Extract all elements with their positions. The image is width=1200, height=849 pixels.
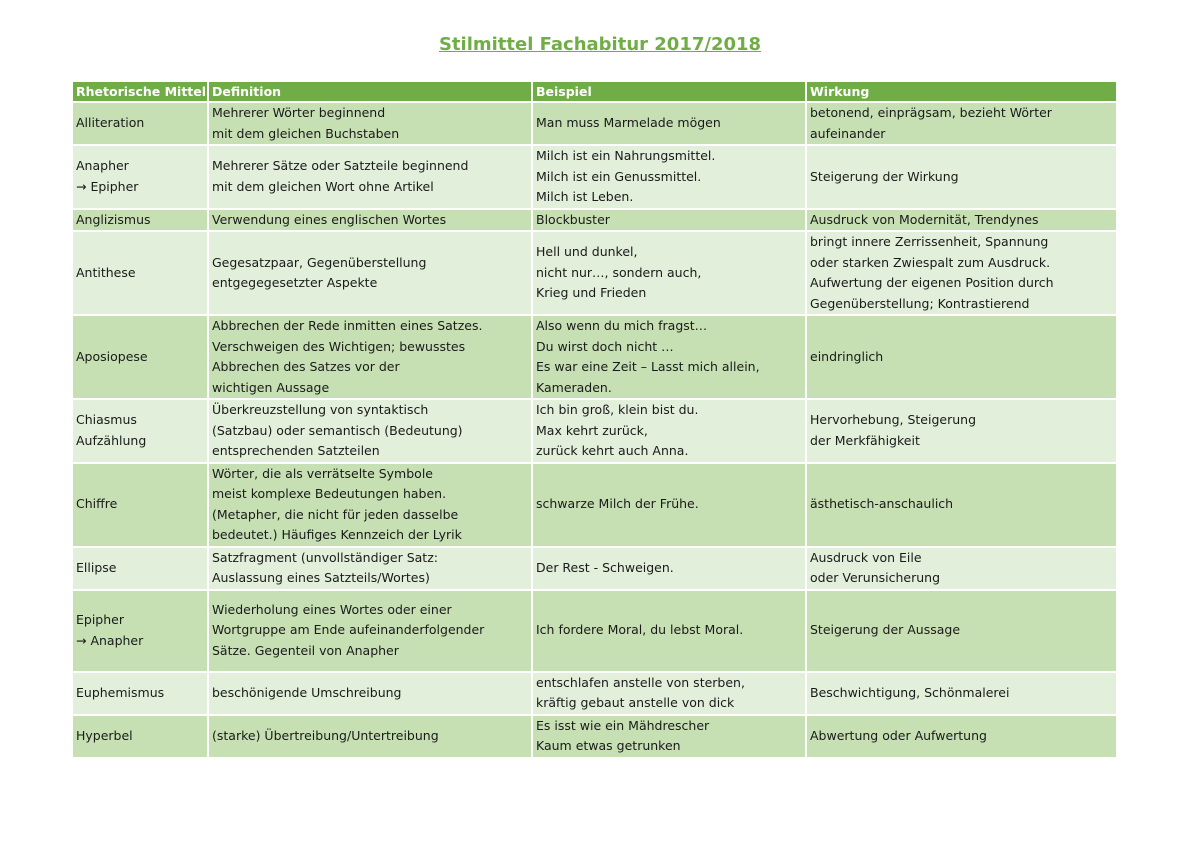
cell-mittel: Anglizismus (73, 209, 208, 232)
cell-mittel: Chiffre (73, 463, 208, 547)
cell-definition: Wörter, die als verrätselte Symbole meist komplexe Bedeutungen haben. (Metapher, die nicht für jeden dasselbe bedeutet.) Häufiges Kennzeich der Lyrik (208, 463, 532, 547)
table-row (73, 672, 1117, 715)
column-header-beispiel: Beispiel (532, 82, 806, 102)
cell-definition: beschönigende Umschreibung (208, 672, 532, 715)
cell-mittel: Chiasmus Aufzählung (73, 399, 208, 463)
cell-wirkung: bringt innere Zerrissenheit, Spannung oder starken Zwiespalt zum Ausdruck. Aufwertung der eigenen Position durch Gegenüberstellung; Kontrastierend (806, 231, 1117, 315)
cell-definition: Überkreuzstellung von syntaktisch (Satzbau) oder semantisch (Bedeutung) entsprechenden Satzteilen (208, 399, 532, 463)
cell-beispiel: Ich bin groß, klein bist du. Max kehrt zurück, zurück kehrt auch Anna. (532, 399, 806, 463)
cell-definition: Abbrechen der Rede inmitten eines Satzes. Verschweigen des Wichtigen; bewusstes Abbrechen des Satzes vor der wichtigen Aussage (208, 315, 532, 399)
cell-wirkung: Ausdruck von Eile oder Verunsicherung (806, 547, 1117, 590)
cell-wirkung: Steigerung der Wirkung (806, 145, 1117, 209)
cell-mittel: Ellipse (73, 547, 208, 590)
table-row (73, 463, 1117, 547)
cell-wirkung: ästhetisch-anschaulich (806, 463, 1117, 547)
page-title: Stilmittel Fachabitur 2017/2018 (438, 34, 762, 55)
table-row (73, 102, 1117, 145)
cell-wirkung: Hervorhebung, Steigerung der Merkfähigkeit (806, 399, 1117, 463)
column-header-wirkung: Wirkung (806, 82, 1117, 102)
cell-wirkung: eindringlich (806, 315, 1117, 399)
cell-mittel: Hyperbel (73, 715, 208, 757)
stilmittel-table (73, 82, 1118, 757)
cell-beispiel: Blockbuster (532, 209, 806, 232)
table-row (73, 547, 1117, 590)
cell-mittel: Aposiopese (73, 315, 208, 399)
cell-wirkung: Steigerung der Aussage (806, 590, 1117, 672)
table-row (73, 715, 1117, 757)
table-header-row (73, 82, 1117, 102)
table-row (73, 209, 1117, 232)
cell-beispiel: entschlafen anstelle von sterben, kräftig gebaut anstelle von dick (532, 672, 806, 715)
cell-definition: Mehrerer Wörter beginnend mit dem gleichen Buchstaben (208, 102, 532, 145)
cell-definition: (starke) Übertreibung/Untertreibung (208, 715, 532, 757)
table-row (73, 315, 1117, 399)
column-header-mittel: Rhetorische Mittel (73, 82, 208, 102)
cell-beispiel: Ich fordere Moral, du lebst Moral. (532, 590, 806, 672)
cell-mittel: Anapher → Epipher (73, 145, 208, 209)
cell-wirkung: Ausdruck von Modernität, Trendynes (806, 209, 1117, 232)
cell-definition: Verwendung eines englischen Wortes (208, 209, 532, 232)
cell-beispiel: Hell und dunkel, nicht nur…, sondern auch, Krieg und Frieden (532, 231, 806, 315)
cell-beispiel: Milch ist ein Nahrungsmittel. Milch ist ein Genussmittel. Milch ist Leben. (532, 145, 806, 209)
cell-mittel: Epipher → Anapher (73, 590, 208, 672)
cell-definition: Mehrerer Sätze oder Satzteile beginnend mit dem gleichen Wort ohne Artikel (208, 145, 532, 209)
cell-wirkung: Abwertung oder Aufwertung (806, 715, 1117, 757)
table-row (73, 231, 1117, 315)
cell-mittel: Alliteration (73, 102, 208, 145)
table-row (73, 145, 1117, 209)
cell-mittel: Euphemismus (73, 672, 208, 715)
cell-beispiel: Also wenn du mich fragst… Du wirst doch nicht … Es war eine Zeit – Lasst mich allein, Kameraden. (532, 315, 806, 399)
cell-definition: Wiederholung eines Wortes oder einer Wortgruppe am Ende aufeinanderfolgender Sätze. Gegenteil von Anapher (208, 590, 532, 672)
cell-definition: Gegesatzpaar, Gegenüberstellung entgegegesetzter Aspekte (208, 231, 532, 315)
cell-mittel: Antithese (73, 231, 208, 315)
cell-definition: Satzfragment (unvollständiger Satz: Auslassung eines Satzteils/Wortes) (208, 547, 532, 590)
cell-wirkung: betonend, einprägsam, bezieht Wörter aufeinander (806, 102, 1117, 145)
column-header-definition: Definition (208, 82, 532, 102)
cell-beispiel: Man muss Marmelade mögen (532, 102, 806, 145)
table-row (73, 399, 1117, 463)
table-row (73, 590, 1117, 672)
cell-beispiel: schwarze Milch der Frühe. (532, 463, 806, 547)
cell-beispiel: Der Rest - Schweigen. (532, 547, 806, 590)
cell-wirkung: Beschwichtigung, Schönmalerei (806, 672, 1117, 715)
cell-beispiel: Es isst wie ein Mähdrescher Kaum etwas getrunken (532, 715, 806, 757)
